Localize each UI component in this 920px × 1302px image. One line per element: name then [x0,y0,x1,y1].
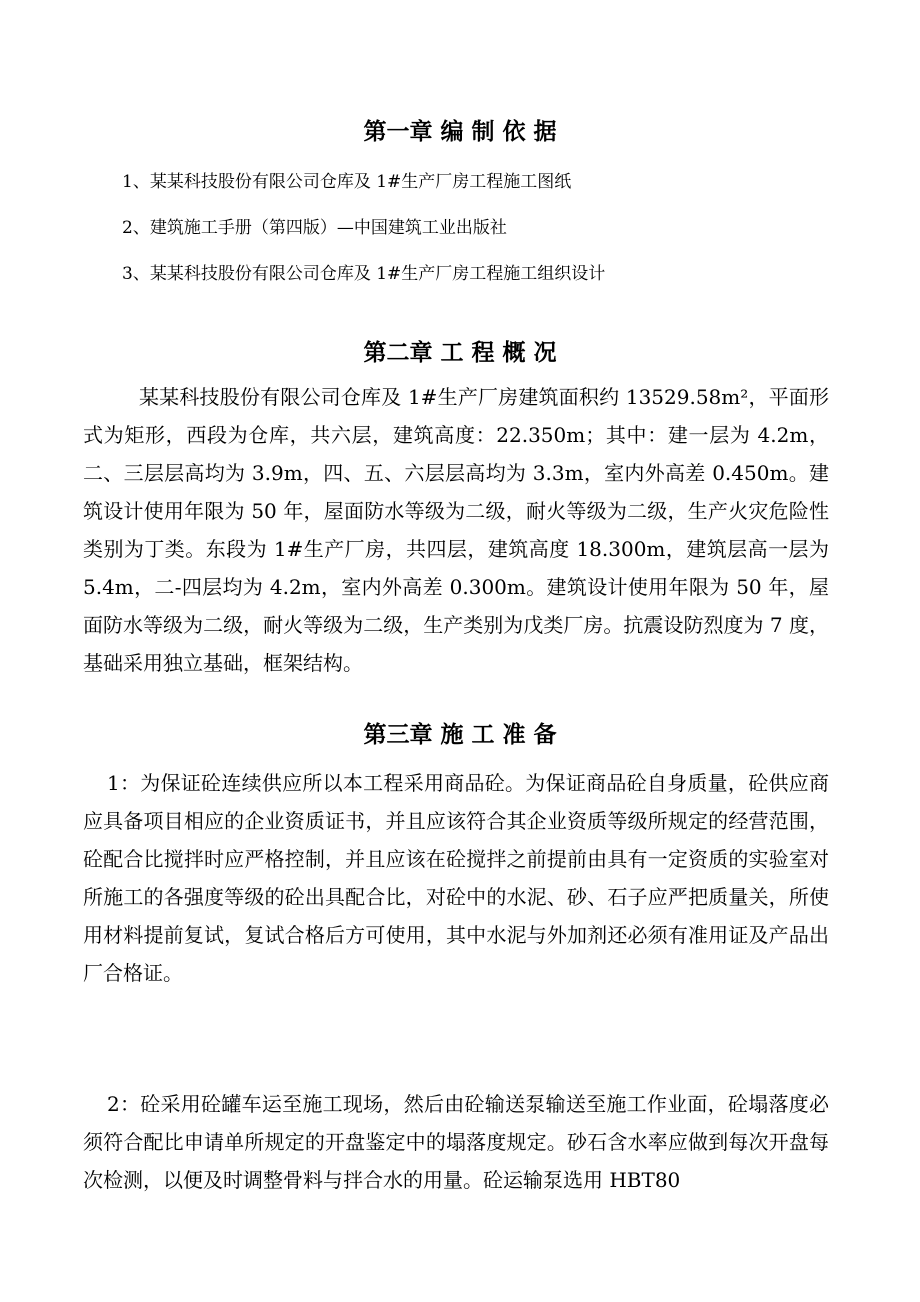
chapter-2-title: 第二章 工 程 概 况 [363,339,557,366]
reference-item-3: 3、某某科技股份有限公司仓库及 1#生产厂房工程施工组织设计 [122,264,606,284]
reference-item-1: 1、某某科技股份有限公司仓库及 1#生产厂房工程施工图纸 [122,172,572,192]
project-overview-paragraph: 某某科技股份有限公司仓库及 1#生产厂房建筑面积约 13529.58m²，平面形式为矩形，西段为仓库，共六层，建筑高度：22.350m；其中：建一层为 4.2m，二、三层层高均为 3.9m，四、五、六层层高均为 3.3m，室内外高差 0.450m。建筑设计使用年限为 50 年，屋面防水等级为二级，耐火等级为二级，生产火灾危险性类别为丁类。东段为 1#生产厂房，共四层，建筑高度 18.300m，建筑层高一层为 5.4m，二-四层均为 4.2m，室内外高差 0.300m。建筑设计使用年限为 50 年，屋面防水等级为二级，耐火等级为二级，生产类别为戊类厂房。抗震设防烈度为 7 度，基础采用独立基础，框架结构。 [83,385,829,675]
chapter-3-title: 第三章 施 工 准 备 [363,721,557,748]
chapter-1-title: 第一章 编 制 依 据 [363,118,557,145]
preparation-paragraph-1: 1：为保证砼连续供应所以本工程采用商品砼。为保证商品砼自身质量，砼供应商应具备项目相应的企业资质证书，并且应该符合其企业资质等级所规定的经营范围，砼配合比搅拌时应严格控制，并且应该在砼搅拌之前提前由具有一定资质的实验室对所施工的各强度等级的砼出具配合比，对砼中的水泥、砂、石子应严把质量关，所使用材料提前复试，复试合格后方可使用，其中水泥与外加剂还必须有准用证及产品出厂合格证。 [83,771,829,985]
reference-item-2: 2、建筑施工手册（第四版）—中国建筑工业出版社 [122,218,507,238]
preparation-paragraph-2: 2：砼采用砼罐车运至施工现场，然后由砼输送泵输送至施工作业面，砼塌落度必须符合配比申请单所规定的开盘鉴定中的塌落度规定。砂石含水率应做到每次开盘每次检测，以便及时调整骨料与拌合水的用量。砼运输泵选用 HBT80 [83,1092,829,1192]
